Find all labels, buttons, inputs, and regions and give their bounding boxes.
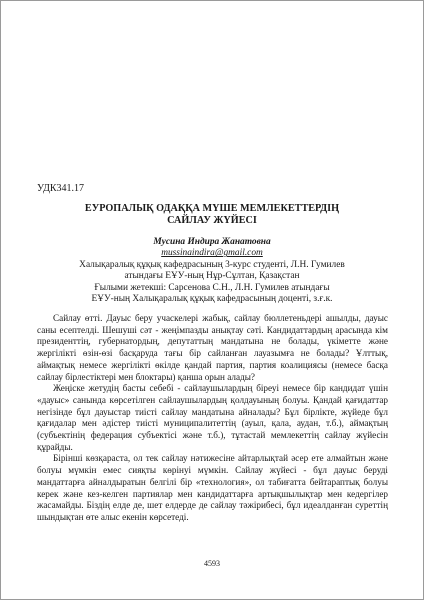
supervisor-line-2: ЕҰУ-ның Халықаралық құқық кафедрасының доценті, з.ғ.к. xyxy=(91,294,333,305)
article-title xyxy=(37,203,387,227)
body-paragraph-2: Жеңіске жетудің басты себебі - сайлаушылардың біреуі немесе бір кандидат үшін «дауыс» санында көрсетілген сайлаушылардың қолдауының болуы. Қандай қағидаттар негізінде бұл дауыстар тиісті сайлау мандатына айналады? Бұл бірлікте, жүйеде бұл қағидалар мен әдістер тиісті муниципалитеттің (ауыл, қала, аудан, т.б.), аймақтың (субъектінің федерация субъектісі және т.б.), тұтастай мемлекеттің сайлау жүйесін құрайды. xyxy=(37,383,388,452)
body-paragraph-1: Сайлау өтті. Дауыс беру учаскелері жабық, сайлау бюллетеньдері ашылды, дауыс саны есептелді. Шешуші сәт - жеңімпазды анықтау сәті. Кандидаттардың арасында кім президенттің, губернатордың, депутаттың мандатына не болады, үкіметте және жергілікті өзін-өзі басқаруда тағы бір сайланған лауазымға не болады? Ұлттық, аймақтық немесе жергілікті өкілде қандай партия, партия коалициясы (немесе басқа сайлау бірлестіктері мен блоктары) қанша орын алады? xyxy=(37,313,388,382)
title-line-1: ЕУРОПАЛЫҚ ОДАҚҚА МҮШЕ МЕМЛЕКЕТТЕРДІҢ xyxy=(84,203,340,214)
author-name: Мусина Индира Жанатовна xyxy=(153,237,271,247)
supervisor-line-1: Ғылыми жетекші: Сарсенова С.Н., Л.Н. Гумилев атындағы xyxy=(94,282,330,293)
title-line-2: САЙЛАУ ЖҮЙЕСІ xyxy=(167,215,257,226)
affiliation-line-1: Халықаралық құқық кафедрасының 3-курс студенті, Л.Н. Гумилев xyxy=(79,259,345,270)
author-block xyxy=(37,237,387,305)
body-paragraph-3: Бірінші көзқараста, ол тек сайлау нәтижесіне айтарлықтай әсер ете алмайтын және болуы мүмкін емес сияқты көрінуі мүмкін. Сайлау жүйесі - бұл дауыс беруді мандаттарға айналдыратын белгілі бір «технология», ол табиғатта бейтараптық болуы керек және кез-келген партиялар мен кандидаттарға артықшылықтар мен кедергілер жасамайды. Біздің елде де, шет елдерде де сайлау тәжірибесі, бұл идеалданған суреттің шындықтан өте алыс екенін көрсетеді. xyxy=(37,453,388,522)
udk-code: УДК341.17 xyxy=(37,183,85,194)
article-body xyxy=(37,313,388,524)
affiliation-line-2: атындағы ЕҰУ-ның Нұр-Сұлтан, Қазақстан xyxy=(124,271,300,282)
page-number: 4593 xyxy=(204,559,220,568)
author-email[interactable]: mussinaindira@gmail.com xyxy=(161,248,263,259)
